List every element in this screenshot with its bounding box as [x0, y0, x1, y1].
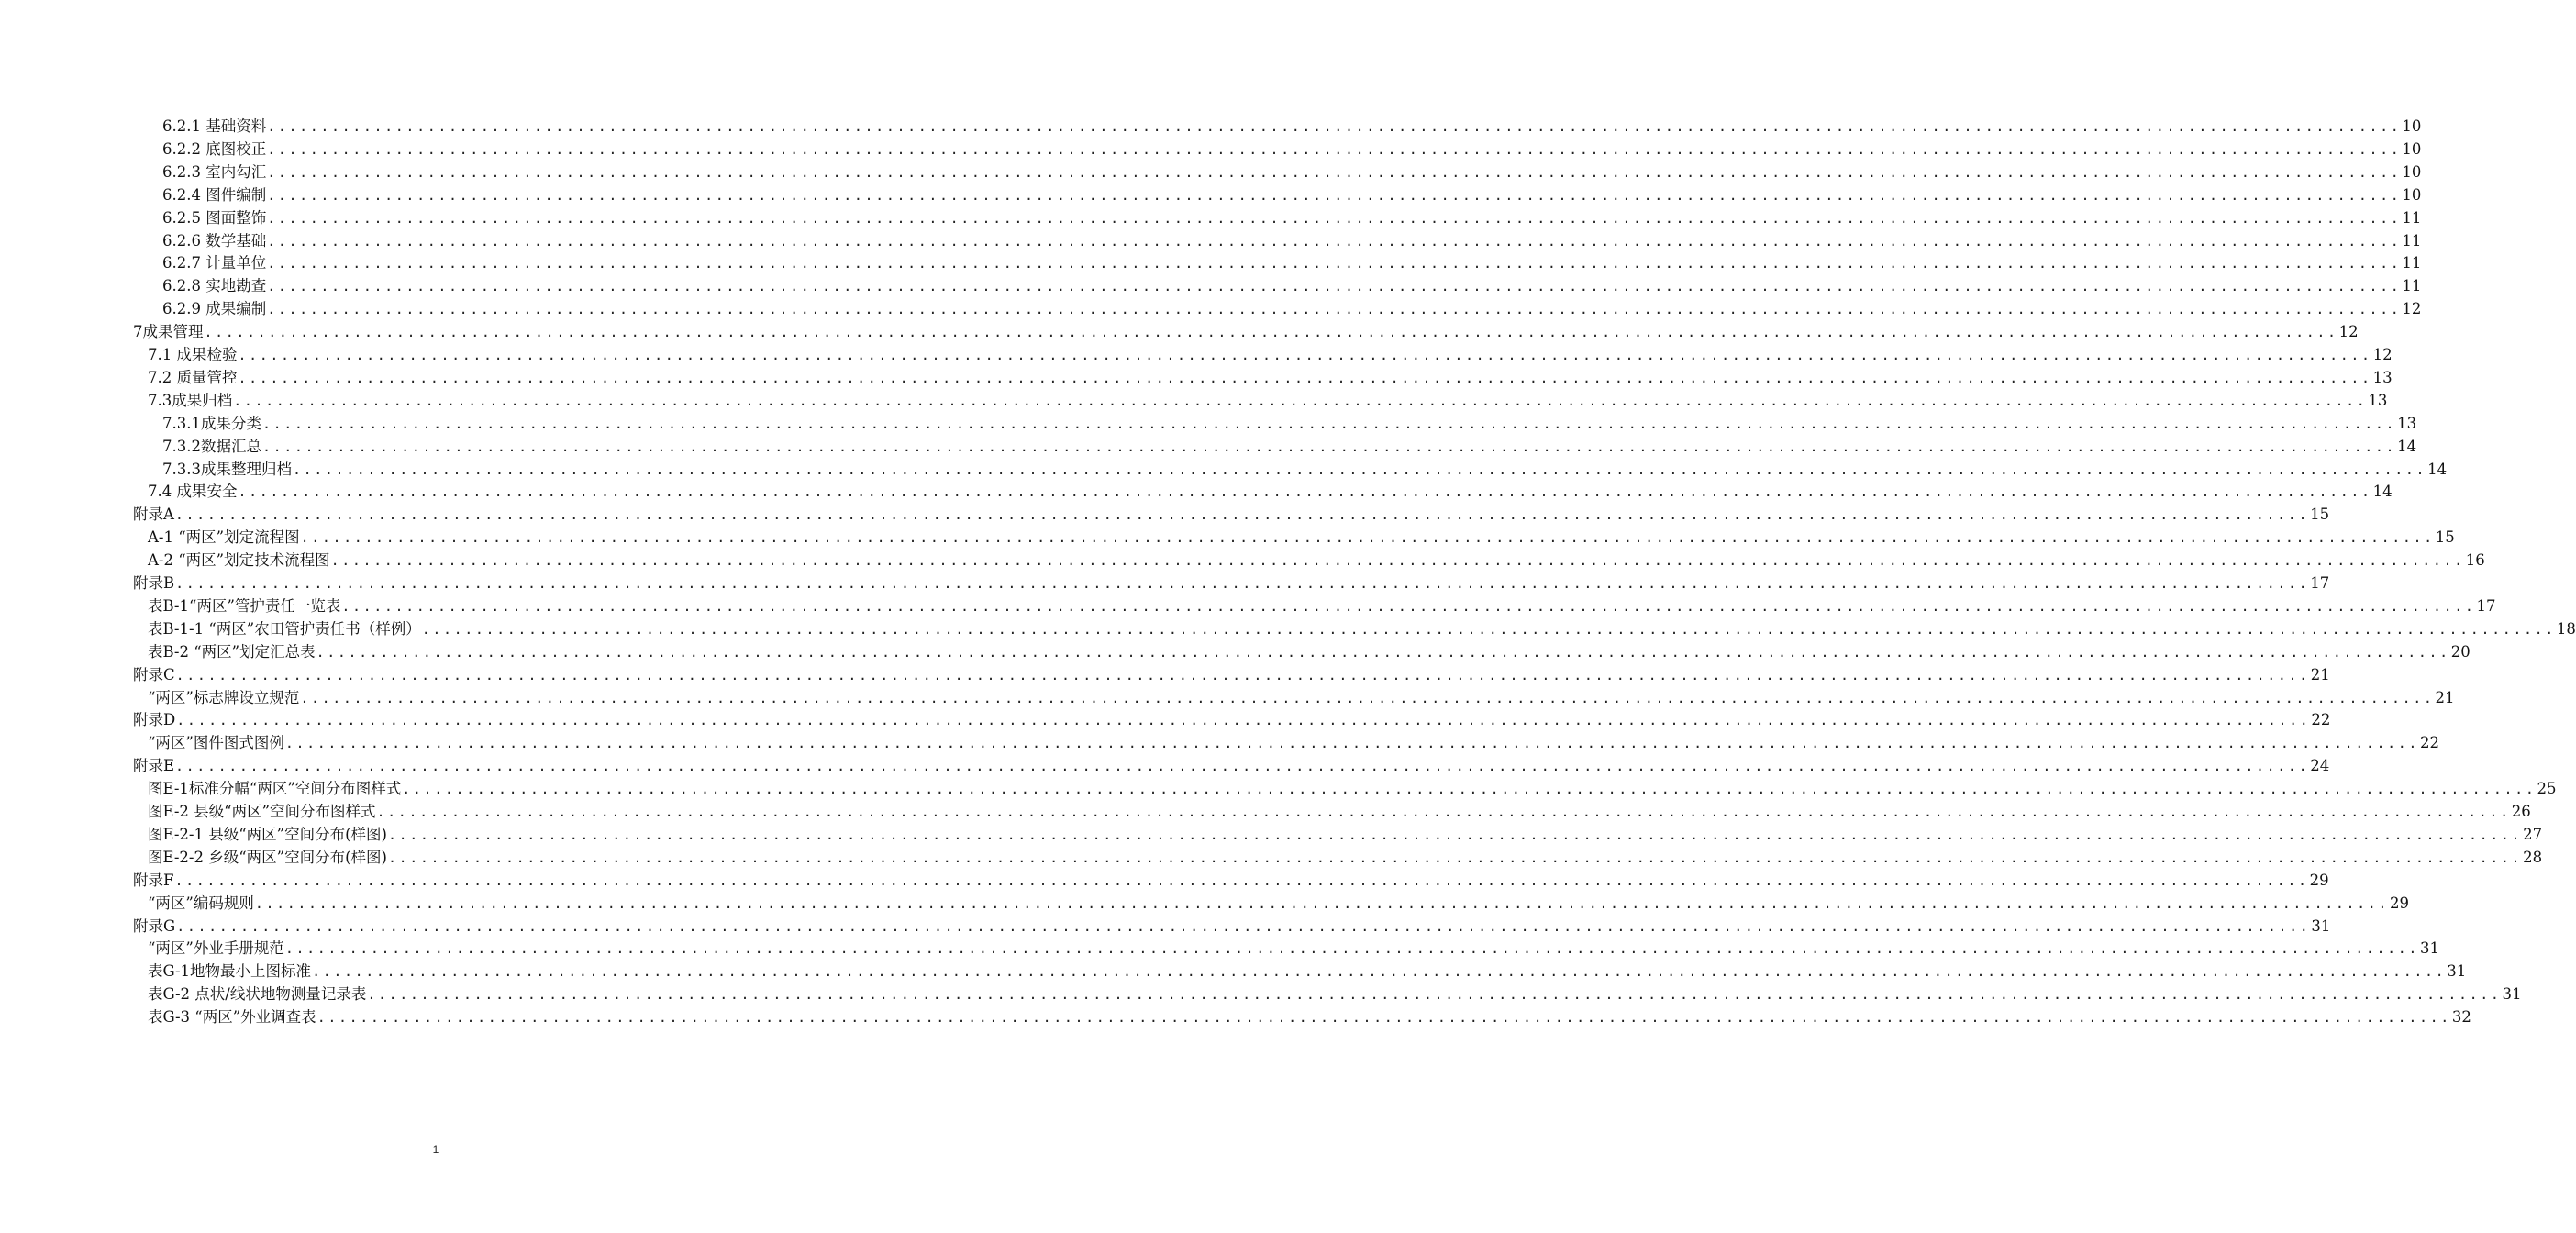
- toc-entry-page: 16: [2465, 551, 2485, 570]
- toc-dot-leader: ........................................................................................................................................................................................................: [267, 301, 2402, 318]
- toc-entry-title: A-2 “两区”划定技术流程图: [148, 551, 330, 570]
- toc-entry-title: 7.4 成果安全: [148, 483, 238, 501]
- toc-entry-page: 18: [2556, 619, 2576, 638]
- toc-entry-title: “两区”标志牌设立规范: [148, 688, 300, 706]
- toc-entry-title: “两区”图件图式图例: [148, 734, 284, 752]
- toc-entry-title: 表G-3 “两区”外业调查表: [148, 1008, 316, 1027]
- toc-entry[interactable]: [148, 365, 2393, 388]
- toc-entry-title: 6.2.1 基础资料: [162, 117, 267, 135]
- toc-dot-leader: ........................................................................................................................................................................................................: [176, 712, 2311, 729]
- toc-entry[interactable]: [162, 273, 2422, 296]
- toc-entry-title: 附录E: [133, 757, 175, 775]
- toc-entry[interactable]: [148, 548, 2485, 571]
- toc-entry-page: 11: [2402, 277, 2422, 295]
- toc-entry-page: 22: [2420, 734, 2440, 752]
- toc-entry-title: 附录D: [133, 711, 176, 729]
- toc-entry[interactable]: [148, 822, 2543, 845]
- toc-entry-title: 表G-2 点状/线状地物测量记录表: [148, 985, 367, 1004]
- toc-entry[interactable]: [148, 639, 2471, 662]
- toc-entry-title: 图E-2 县级“两区”空间分布图样式: [148, 803, 376, 820]
- toc-entry[interactable]: [148, 845, 2543, 868]
- toc-entry-page: 31: [2447, 962, 2467, 981]
- toc-entry-page: 12: [2402, 300, 2422, 318]
- toc-entry[interactable]: [148, 982, 2522, 1005]
- page-number: 1: [432, 1143, 439, 1156]
- toc-entry-title: 表B-2 “两区”划定汇总表: [148, 642, 316, 661]
- toc-entry-title: 7.3.3成果整理归档: [162, 460, 292, 478]
- toc-entry-title: 6.2.8 实地勘查: [162, 277, 267, 295]
- toc-entry-page: 24: [2310, 757, 2330, 775]
- toc-entry[interactable]: [148, 685, 2455, 708]
- toc-entry-page: 13: [2397, 414, 2417, 432]
- toc-entry[interactable]: [133, 914, 2331, 937]
- toc-entry[interactable]: [148, 936, 2440, 959]
- toc-entry[interactable]: [162, 411, 2417, 434]
- toc-entry[interactable]: [148, 799, 2531, 822]
- toc-entry[interactable]: [162, 114, 2422, 137]
- toc-dot-leader: ........................................................................................................................................................................................................: [330, 552, 2465, 570]
- toc-entry[interactable]: [133, 571, 2330, 594]
- toc-dot-leader: ........................................................................................................................................................................................................: [267, 232, 2402, 250]
- toc-entry-title: 表B-1-1 “两区”农田管护责任书（样例）: [148, 619, 421, 638]
- toc-entry-page: 12: [2372, 346, 2393, 363]
- toc-entry[interactable]: [162, 183, 2422, 206]
- toc-entry[interactable]: [148, 730, 2440, 753]
- toc-entry[interactable]: [162, 160, 2422, 183]
- toc-entry-page: 10: [2402, 117, 2422, 135]
- toc-entry-title: 6.2.4 图件编制: [162, 185, 267, 204]
- toc-dot-leader: ........................................................................................................................................................................................................: [238, 483, 2372, 501]
- toc-entry-page: 11: [2402, 208, 2422, 227]
- toc-entry-title: 图E-2-1 县级“两区”空间分布(样图): [148, 825, 387, 843]
- toc-entry-page: 13: [2372, 368, 2393, 386]
- toc-entry-title: 6.2.5 图面整饰: [162, 208, 267, 227]
- toc-entry-page: 21: [2435, 688, 2455, 706]
- toc-entry-title: “两区”外业手册规范: [148, 939, 284, 958]
- toc-dot-leader: ........................................................................................................................................................................................................: [312, 963, 2447, 981]
- toc-entry-page: 29: [2390, 894, 2410, 912]
- toc-entry[interactable]: [162, 434, 2417, 457]
- toc-entry[interactable]: [148, 616, 2576, 639]
- toc-entry[interactable]: [162, 457, 2448, 480]
- toc-dot-leader: ........................................................................................................................................................................................................: [238, 347, 2372, 363]
- toc-dot-leader: ........................................................................................................................................................................................................: [233, 392, 2368, 409]
- toc-entry-title: A-1 “两区”划定流程图: [148, 528, 300, 547]
- toc-entry-page: 31: [2420, 939, 2440, 958]
- toc-entry-title: 6.2.6 数学基础: [162, 231, 267, 250]
- toc-entry-title: 7成果管理: [133, 323, 204, 341]
- toc-entry-page: 20: [2450, 642, 2471, 661]
- toc-dot-leader: ........................................................................................................................................................................................................: [376, 804, 2511, 820]
- toc-entry-page: 26: [2511, 803, 2531, 820]
- toc-entry-title: 6.2.2 底图校正: [162, 139, 267, 158]
- toc-dot-leader: ........................................................................................................................................................................................................: [254, 894, 2390, 912]
- toc-dot-leader: ........................................................................................................................................................................................................: [261, 438, 2397, 455]
- toc-entry-page: 14: [2397, 437, 2417, 455]
- toc-entry-page: 32: [2451, 1008, 2471, 1027]
- toc-entry-title: 表G-1地物最小上图标准: [148, 962, 312, 981]
- toc-entry-page: 27: [2523, 825, 2543, 843]
- toc-dot-leader: ........................................................................................................................................................................................................: [421, 620, 2556, 638]
- toc-entry[interactable]: [148, 1005, 2471, 1028]
- toc-entry[interactable]: [133, 707, 2331, 730]
- toc-entry-page: 14: [2427, 460, 2448, 478]
- toc-entry[interactable]: [133, 319, 2359, 342]
- toc-entry-page: 13: [2368, 391, 2388, 409]
- toc-dot-leader: ........................................................................................................................................................................................................: [175, 666, 2310, 683]
- toc-entry-title: 附录G: [133, 916, 176, 935]
- toc-dot-leader: ........................................................................................................................................................................................................: [388, 849, 2523, 866]
- toc-entry[interactable]: [133, 868, 2329, 891]
- toc-entry[interactable]: [133, 662, 2330, 685]
- toc-entry-page: 11: [2402, 231, 2422, 250]
- toc-entry-page: 12: [2338, 323, 2359, 341]
- toc-dot-leader: ........................................................................................................................................................................................................: [267, 118, 2402, 135]
- toc-dot-leader: ........................................................................................................................................................................................................: [367, 986, 2502, 1004]
- toc-entry[interactable]: [148, 479, 2393, 502]
- toc-entry-title: 6.2.9 成果编制: [162, 300, 267, 318]
- toc-dot-leader: ........................................................................................................................................................................................................: [174, 506, 2310, 524]
- toc-entry[interactable]: [133, 502, 2330, 525]
- toc-dot-leader: ........................................................................................................................................................................................................: [316, 643, 2450, 661]
- toc-dot-leader: ........................................................................................................................................................................................................: [175, 758, 2310, 775]
- toc-dot-leader: ........................................................................................................................................................................................................: [284, 735, 2420, 752]
- toc-dot-leader: ........................................................................................................................................................................................................: [300, 529, 2435, 547]
- toc-entry-page: 15: [2435, 528, 2455, 547]
- toc-entry-title: 6.2.3 室内勾汇: [162, 162, 267, 181]
- toc-entry-page: 10: [2402, 162, 2422, 181]
- toc-entry[interactable]: [148, 525, 2455, 548]
- toc-entry-page: 31: [2311, 916, 2331, 935]
- toc-entry-page: 17: [2476, 596, 2496, 615]
- toc-entry[interactable]: [148, 594, 2496, 616]
- toc-entry-page: 21: [2310, 665, 2330, 683]
- toc-entry[interactable]: [162, 206, 2422, 228]
- toc-dot-leader: ........................................................................................................................................................................................................: [175, 575, 2310, 592]
- toc-entry[interactable]: [148, 959, 2467, 982]
- toc-entry-title: 表B-1“两区”管护责任一览表: [148, 596, 341, 615]
- toc-entry[interactable]: [162, 228, 2422, 251]
- toc-entry-title: 7.3成果归档: [148, 391, 233, 409]
- toc-dot-leader: ........................................................................................................................................................................................................: [388, 826, 2523, 843]
- toc-dot-leader: ........................................................................................................................................................................................................: [402, 781, 2537, 798]
- toc-entry-title: “两区”编码规则: [148, 894, 254, 912]
- toc-entry-title: 图E-1标准分幅“两区”空间分布图样式: [148, 780, 402, 798]
- toc-dot-leader: ........................................................................................................................................................................................................: [174, 872, 2309, 889]
- toc-entry-title: 7.3.1成果分类: [162, 414, 261, 432]
- toc-entry-title: 附录A: [133, 505, 174, 524]
- toc-entry-title: 附录F: [133, 871, 174, 889]
- toc-entry-title: 图E-2-2 乡级“两区”空间分布(样图): [148, 848, 387, 866]
- toc-dot-leader: ........................................................................................................................................................................................................: [284, 940, 2420, 958]
- toc-entry-title: 6.2.7 计量单位: [162, 254, 267, 272]
- toc-entry-page: 10: [2402, 185, 2422, 204]
- toc-dot-leader: ........................................................................................................................................................................................................: [267, 163, 2402, 181]
- toc-entry-title: 附录B: [133, 574, 175, 592]
- toc-entry-title: 附录C: [133, 665, 175, 683]
- toc-dot-leader: ........................................................................................................................................................................................................: [267, 186, 2402, 204]
- toc-entry-page: 14: [2372, 483, 2393, 501]
- toc-entry-page: 25: [2537, 780, 2557, 798]
- toc-entry-page: 10: [2402, 139, 2422, 158]
- toc-entry[interactable]: [162, 296, 2422, 319]
- toc-entry[interactable]: [148, 891, 2410, 914]
- toc-entry[interactable]: [162, 137, 2422, 160]
- toc-entry-page: 28: [2523, 848, 2543, 866]
- toc-entry[interactable]: [148, 776, 2557, 799]
- toc-entry[interactable]: [148, 342, 2393, 365]
- toc-entry-page: 22: [2311, 711, 2331, 729]
- toc-entry[interactable]: [162, 250, 2422, 273]
- toc-dot-leader: ........................................................................................................................................................................................................: [267, 255, 2402, 272]
- toc-entry-page: 17: [2310, 574, 2330, 592]
- toc-entry[interactable]: [148, 388, 2388, 411]
- toc-entry-title: 7.2 质量管控: [148, 368, 238, 386]
- toc-dot-leader: ........................................................................................................................................................................................................: [204, 324, 2338, 341]
- toc-entry-page: 15: [2310, 505, 2330, 524]
- toc-entry-title: 7.3.2数据汇总: [162, 437, 261, 455]
- toc-entry-page: 29: [2309, 871, 2329, 889]
- toc-dot-leader: ........................................................................................................................................................................................................: [267, 209, 2402, 227]
- toc-dot-leader: ........................................................................................................................................................................................................: [341, 597, 2476, 615]
- toc-entry-page: 31: [2502, 985, 2522, 1004]
- toc-dot-leader: ........................................................................................................................................................................................................: [176, 917, 2311, 935]
- toc-dot-leader: ........................................................................................................................................................................................................: [261, 415, 2397, 432]
- toc-entry-title: 7.1 成果检验: [148, 346, 238, 363]
- toc-dot-leader: ........................................................................................................................................................................................................: [238, 369, 2372, 386]
- toc-dot-leader: ........................................................................................................................................................................................................: [267, 140, 2402, 158]
- toc-dot-leader: ........................................................................................................................................................................................................: [292, 461, 2427, 478]
- toc-entry[interactable]: [133, 753, 2330, 776]
- toc-dot-leader: ........................................................................................................................................................................................................: [267, 278, 2402, 295]
- toc-entry-page: 11: [2402, 254, 2422, 272]
- toc-dot-leader: ........................................................................................................................................................................................................: [316, 1009, 2451, 1027]
- toc-dot-leader: ........................................................................................................................................................................................................: [300, 689, 2435, 706]
